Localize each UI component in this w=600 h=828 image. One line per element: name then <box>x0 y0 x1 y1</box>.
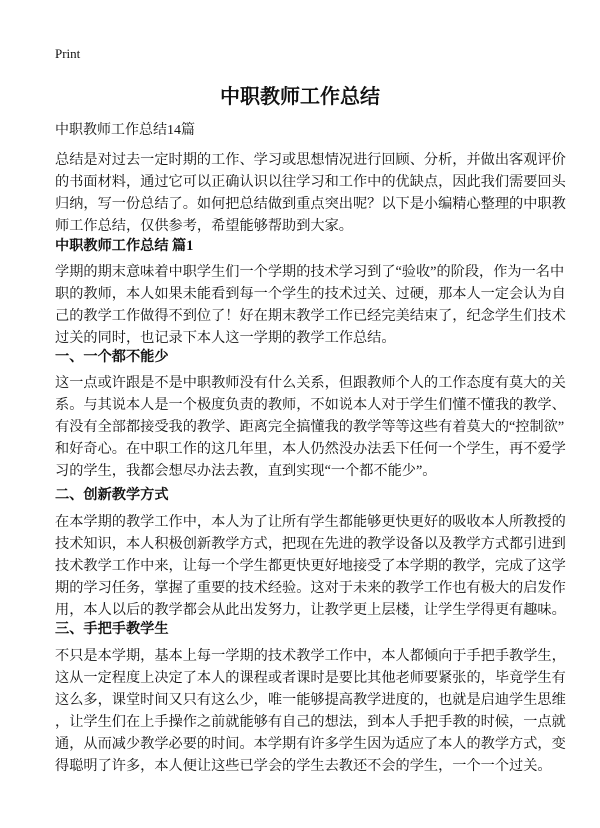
intro-paragraph <box>55 149 566 237</box>
heading-2: 二、创新教学方式 <box>55 487 169 503</box>
heading-1: 一、一个都不能少 <box>55 349 169 365</box>
heading-3: 三、手把手教学生 <box>55 621 169 637</box>
text-line: 在本学期的教学工作中，本人为了让所有学生都能够更快更好的吸收本人所教授的 <box>55 514 566 530</box>
paragraph-4 <box>55 645 566 777</box>
text-line: 技术教学工作中来，让每一个学生都更快更好地接受了本学期的教学，完成了这学 <box>55 558 566 574</box>
text-line: 系。与其说本人是一个极度负责的教师，不如说本人对于学生们懂不懂我的教学、 <box>55 397 566 413</box>
text-line: 己的教学工作做得不到位了！好在期末教学工作已经完美结束了，纪念学生们技术 <box>55 308 566 324</box>
text-line: 技术知识，本人积极创新教学方式，把现在先进的教学设备以及教学方式都引进到 <box>55 536 566 552</box>
paragraph-1 <box>55 261 566 349</box>
text-line: 职的教师，本人如果未能看到每一个学生的技术过关、过硬，那本人一定会认为自 <box>55 286 566 302</box>
text-line: 这一点或许跟是不是中职教师没有什么关系，但跟教师个人的工作态度有莫大的关 <box>55 375 566 391</box>
paragraph-2 <box>55 372 566 482</box>
text-line: 归纳，写一份总结了。如何把总结做到重点突出呢？以下是小编精心整理的中职教 <box>55 196 566 212</box>
paragraph-3 <box>55 511 566 621</box>
text-line: 通，从而减少教学必要的时间。本学期有许多学生因为适应了本人的教学方式，变 <box>55 736 566 752</box>
text-line: 这么多，课堂时间又只有这么少，唯一能够提高教学进度的，也就是启迪学生思维 <box>55 692 566 708</box>
print-link[interactable]: Print <box>55 46 81 61</box>
subtitle: 中职教师工作总结14篇 <box>55 123 195 138</box>
text-line: 得聪明了许多，本人便让这些已学会的学生去教还不会的学生，一个一个过关。 <box>55 758 552 774</box>
text-line: 学期的期末意味着中职学生们一个学期的技术学习到了“验收”的阶段，作为一名中 <box>55 264 565 280</box>
text-line: 过关的同时，也记录下本人这一学期的教学工作总结。 <box>55 330 396 346</box>
text-line: 的书面材料，通过它可以正确认识以往学习和工作中的优缺点，因此我们需要回头 <box>55 174 566 190</box>
page-title: 中职教师工作总结 <box>220 86 380 108</box>
text-line: 总结是对过去一定时期的工作、学习或思想情况进行回顾、分析，并做出客观评价 <box>55 152 566 168</box>
text-line: 用，本人以后的教学都会从此出发努力，让教学更上层楼，让学生学得更有趣味。 <box>55 602 566 618</box>
text-line: 期的学习任务，掌握了重要的技术经验。这对于未来的教学工作也有极大的启发作 <box>55 580 566 596</box>
text-line: 师工作总结，仅供参考，希望能够帮助到大家。 <box>55 218 353 234</box>
text-line: 有没有全部都接受我的教学、距离完全搞懂我的教学等等这些有着莫大的“控制欲” <box>55 419 565 435</box>
text-line: ，让学生们在上手操作之前就能够有自己的想法，到本人手把手教的时候，一点就 <box>55 714 566 730</box>
text-line: 不只是本学期，基本上每一学期的技术教学工作中，本人都倾向于手把手教学生， <box>55 648 566 664</box>
section-heading: 中职教师工作总结 篇1 <box>55 238 194 254</box>
text-line: 和好奇心。在中职工作的这几年里，本人仍然没办法丢下任何一个学生，再不爱学 <box>55 441 566 457</box>
text-line: 这从一定程度上决定了本人的课程或者课时是要比其他老师要紧张的，毕竟学生有 <box>55 670 566 686</box>
text-line: 习的学生，我都会想尽办法去教，直到实现“一个都不能少”。 <box>55 463 437 479</box>
